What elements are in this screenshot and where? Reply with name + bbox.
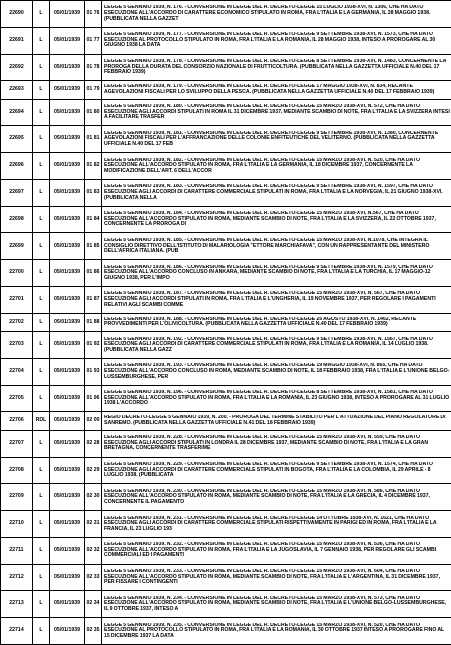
table-row bbox=[1, 233, 451, 260]
act-type-cell: L bbox=[33, 126, 50, 153]
act-type-cell: L bbox=[33, 81, 50, 99]
act-description-cell bbox=[102, 27, 451, 54]
act-type-cell: L bbox=[33, 206, 50, 233]
act-description-text: LEGGE 5 GENNAIO 1939, N. 185. - CONVERSIONE IN LEGGE DEL R. DECRETO-LEGGE 15 MARZO 1938-XVI, N.1078, CHE INTEGRA IL CONSIGLIO DIRETTIVO DELL'ISTITUTO DI MALARIOLOGIA "ETTORE MARCHIAFAVA", CON UN RAPPRESENTANTE DEL MINISTERO DELL'AFRICA ITALIANA. (PUB bbox=[104, 237, 430, 255]
page-ref-cell: 01 88 bbox=[85, 313, 102, 331]
record-number-cell: 22704 bbox=[1, 358, 33, 385]
record-number-cell: 22692 bbox=[1, 54, 33, 81]
act-type-cell: L bbox=[33, 179, 50, 206]
page-ref-cell: 01 85 bbox=[85, 233, 102, 260]
act-description-cell bbox=[102, 233, 451, 260]
act-type-cell: L bbox=[33, 313, 50, 331]
record-number-cell: 22707 bbox=[1, 430, 33, 457]
page-ref-cell: 01 86 bbox=[85, 260, 102, 287]
act-type-cell: L bbox=[33, 233, 50, 260]
act-description-cell bbox=[102, 618, 451, 645]
act-description-cell bbox=[102, 81, 451, 99]
table-row bbox=[1, 537, 451, 564]
act-date-cell: 05/01/1939 bbox=[50, 126, 85, 153]
page-ref-cell: 01 82 bbox=[85, 153, 102, 180]
page-ref-cell: 02 28 bbox=[85, 430, 102, 457]
record-number-cell: 22713 bbox=[1, 591, 33, 618]
act-date-cell: 05/01/1939 bbox=[50, 179, 85, 206]
act-description-text: LEGGE 5 GENNAIO 1939, N. 182. - CONVERSIONE IN LEGGE DEL R. DECRETO-LEGGE 15 MARZO 1938-XVI, N. 520, CHE HA DATO ESECUZIONE ALL'ACCORDO STIPULATO IN ROMA, FRA L'ITALIA E LA GERMANIA, IL 18 DICEMBRE 1937, CONCERNENTE LA MODIFICAZIONE DELL'ART. 6 DELL'ACCOR bbox=[104, 157, 420, 174]
record-number-cell: 22709 bbox=[1, 484, 33, 511]
act-date-cell: 05/01/1939 bbox=[50, 287, 85, 314]
act-type-cell: L bbox=[33, 287, 50, 314]
act-description-text: LEGGE 5 GENNAIO 1939, N. 187. - CONVERSIONE IN LEGGE DEL R. DECRETO-LEGGE 15 MARZO 1938-XVI, N. 567, CHE HA DATO ESECUZIONE AGLI ACCORDI STIPULATI IN ROMA, FRA L'ITALIA E L'UNGHERIA, IL 19 NOVEMBRE 1937, PER REGOLARE I PAGAMENTI RELATIVI AGLI SCAMBI COMME bbox=[104, 291, 436, 308]
table-row bbox=[1, 287, 451, 314]
record-number-cell: 22714 bbox=[1, 618, 33, 645]
page-ref-cell: 01 79 bbox=[85, 81, 102, 99]
act-description-text: LEGGE 5 GENNAIO 1939, N. 231. - CONVERSIONE IN LEGGE DEL R. DECRETO-LEGGE 14 OTTOBRE 1938-XVI, N. 1621, CHE HA DATO ESECUZIONE AGLI ACCORDI DI CARATTERE COMMERCIALE STIPULATI RISPETTIVAMENTE IN PARIGI ED IN ROMA, FRA L'ITALIA E LA FRANCIA, IL 23 LUGLIO 193 bbox=[104, 515, 437, 532]
act-date-cell: 05/01/1939 bbox=[50, 81, 85, 99]
act-description-text: LEGGE 5 GENNAIO 1939, N. 179. - CONVERSIONE IN LEGGE DEL R. DECRETO-LEGGE 17 MAGGIO 1938-XVI, N. 834, RECANTE AGEVOLAZIONI FISCALI PER LO SVILUPPO DELLA PESCA. (PUBBLICATA NELLA GAZZETTA UFFICIALE N.40 DEL 17 FEBBRAIO 1939) bbox=[104, 84, 435, 95]
act-type-cell: L bbox=[33, 537, 50, 564]
table-row bbox=[1, 27, 451, 54]
act-description-text: LEGGE 5 GENNAIO 1939, N. 234. - CONVERSIONE IN LEGGE DEL R. DECRETO-LEGGE 15 MARZO 1938-XVI, N. 573, CHE HA DATO ESECUZIONE ALL'ACCORDO STIPULATO IN ROMA, MEDIANTE SCAMBIO DI NOTE, FRA L'ITALIA E L'UNIONE BELGO-LUSSEMBURGHESE, IL 9 OTTOBRE 1937, INTESO A bbox=[104, 595, 447, 613]
table-row bbox=[1, 313, 451, 331]
act-description-text: LEGGE 5 GENNAIO 1939, N. 184. - CONVERSIONE IN LEGGE DEL R. DECRETO-LEGGE 15 MARZO 1938-XVI, N.567, CHE HA DATO ESECUZIONE ALL'ACCORDO STIPULATO IN ROMA, MEDIANTE SCAMBIO DI NOTE, FRA L'ITALIA E LA SVIZZERA, IL 22 OTTOBRE 1937, CONCERNENTE LA PROROGA DI bbox=[104, 211, 436, 228]
page-ref-cell: 01 78 bbox=[85, 54, 102, 81]
page-ref-cell: 01 80 bbox=[85, 99, 102, 126]
act-type-cell: L bbox=[33, 457, 50, 484]
page-ref-cell: 01 76 bbox=[85, 1, 102, 28]
act-description-cell bbox=[102, 537, 451, 564]
record-number-cell: 22695 bbox=[1, 126, 33, 153]
act-date-cell: 05/01/1939 bbox=[50, 153, 85, 180]
page-ref-cell: 02 31 bbox=[85, 511, 102, 538]
act-description-cell bbox=[102, 385, 451, 412]
page-ref-cell: 02 30 bbox=[85, 484, 102, 511]
act-description-cell bbox=[102, 457, 451, 484]
act-date-cell: 05/01/1939 bbox=[50, 430, 85, 457]
page-ref-cell: 01 96 bbox=[85, 385, 102, 412]
record-number-cell: 22706 bbox=[1, 412, 33, 430]
act-description-text: LEGGE 5 GENNAIO 1939, N. 181. - CONVERSIONE IN LEGGE DEL R. DECRETO-LEGGE 9 SETTEMBRE 1938-XVI, N. 1380, CONCERNENTE AGEVOLAZIONI FISCALI PER L'AFFRANCAZIONE DELLE COLONIE ENFITEUTICHE DEL VELITERNO. (PUBBLICATA NELLA GAZZETTA UFFICIALE N.40 DEL 17 FEB bbox=[104, 130, 439, 148]
act-date-cell: 05/01/1939 bbox=[50, 618, 85, 645]
act-description-text: LEGGE 5 GENNAIO 1939, N. 193. - CONVERSIONE IN LEGGE DEL R. DECRETO-LEGGE 19 MAGGIO 1938-XVI, N. 865, CHE HA DATO ESECUZIONE ALL'ACCORDO CONCLUSO IN ROMA, MEDIANTE SCAMBIO DI NOTE, IL 18 FEBBRAIO 1938, FRA L'ITALIA E L'UNIONE BELGO-LUSSEMBURGHESE, PER bbox=[104, 363, 450, 380]
act-description-cell bbox=[102, 332, 451, 359]
record-number-cell: 22712 bbox=[1, 564, 33, 591]
act-date-cell: 05/01/1939 bbox=[50, 54, 85, 81]
act-type-cell: L bbox=[33, 99, 50, 126]
page-ref-cell: 02 34 bbox=[85, 591, 102, 618]
act-description-text: LEGGE 5 GENNAIO 1939, N. 230. - CONVERSIONE IN LEGGE DEL R. DECRETO-LEGGE 15 MARZO 1938-XVI, N. 586, CHE HA DATO ESECUZIONE ALL'ACCORDO STIPULATO IN ROMA, MEDIANTE SCAMBIO DI NOTE, FRA L'ITALIA E LA GRECIA, IL 4 DICEMBRE 1937, CONCERNENTE IL PAGAMENTO bbox=[104, 488, 430, 505]
table-row bbox=[1, 564, 451, 591]
act-date-cell: 05/01/1939 bbox=[50, 484, 85, 511]
table-row bbox=[1, 385, 451, 412]
record-number-cell: 22694 bbox=[1, 99, 33, 126]
act-description-text: LEGGE 5 GENNAIO 1939, N. 232. - CONVERSIONE IN LEGGE DEL R. DECRETO-LEGGE 15 MARZO 1938-XVI, N. 536, CHE HA DATO ESECUZIONE ALL'ACCORDO STIPULATO IN ROMA, FRA L'ITALIA E LA JUGOSLAVIA, IL 7 GENNAIO 1938, PER REGOLARE GLI SCAMBI COMMERCIALI ED I PAGAMENTI bbox=[104, 542, 437, 559]
act-date-cell: 05/01/1939 bbox=[50, 99, 85, 126]
table-row bbox=[1, 358, 451, 385]
page-ref-cell: 01 84 bbox=[85, 206, 102, 233]
act-description-text: LEGGE 5 GENNAIO 1939, N. 188. - CONVERSIONE IN LEGGE DEL R. DECRETO-LEGGE 25 AGOSTO 1938-XVI, N. 1462, RECANTE PROVVEDIMENTI PER L'OLIVICOLTURA. (PUBBLICATA NELLA GAZZETTA UFFICIALE N.40 DEL 17 FEBBRAIO 1939) bbox=[104, 316, 417, 328]
record-number-cell: 22693 bbox=[1, 81, 33, 99]
act-description-text: LEGGE 5 GENNAIO 1939, N. 180. - CONVERSIONE IN LEGGE DEL R. DECRETO-LEGGE 15 MARZO 1938-XVI, N. 572, CHE HA DATO ESECUZIONE AGLI ACCORDI STIPULATI IN ROMA IL 31 DICEMBRE 1937, MEDIANTE SCAMBIO DI NOTE, FRA L'ITALIA E LA SVIZZERA INTESI A FACILITARE TRASFER bbox=[104, 104, 450, 121]
act-description-cell bbox=[102, 511, 451, 538]
act-description-text: LEGGE 5 GENNAIO 1939, N. 176. - CONVERSIONE IN LEGGE DEL R. DECRETO-LEGGE 15 LUGLIO 1938-XVI, N. 1306, CHE HA DATO ESECUZIONE ALL'ACCORDO DI CARATTERE ECONOMICO STIPULATO IN ROMA, FRA L'ITALIA E LA GERMANIA, IL 28 MAGGIO 1938. (PUBBLICATA NELLA GAZZET bbox=[104, 5, 431, 22]
act-date-cell: 05/01/1939 bbox=[50, 233, 85, 260]
table-row bbox=[1, 511, 451, 538]
act-description-text: LEGGE 5 GENNAIO 1939, N. 186. - CONVERSIONE IN LEGGE DEL R. DECRETO-LEGGE 9 SETTEMBRE 1938-XVI, N. 1579, CHE HA DATO ESECUZIONE ALL'ACCORDO CONCLUSO IN ANKARA, MEDIANTE SCAMBIO DI NOTE, FRA L'ITALIA E LA TURCHIA, IL 17 MAGGIO-12 GIUGNO 1938, PER L'IMPO bbox=[104, 264, 433, 281]
record-number-cell: 22700 bbox=[1, 260, 33, 287]
act-description-cell bbox=[102, 54, 451, 81]
page-ref-cell: 02 35 bbox=[85, 618, 102, 645]
act-description-cell bbox=[102, 179, 451, 206]
act-description-text: REGIO DECRETO-LEGGE 5 GENNAIO 1939, N. 200. - PROROGA DEL TERMINE STABILITO PER L'ATTUAZIONE DEL PIANO REGOLATORE DI SANREMO. (PUBBLICATA NELLA GAZZETTA UFFICIALE N.41 DEL 18 FEBBRAIO 1939) bbox=[104, 415, 446, 427]
act-description-cell bbox=[102, 591, 451, 618]
act-type-cell: L bbox=[33, 27, 50, 54]
act-date-cell: 05/01/1939 bbox=[50, 358, 85, 385]
page-ref-cell: 02 00 bbox=[85, 412, 102, 430]
act-description-cell bbox=[102, 430, 451, 457]
record-number-cell: 22699 bbox=[1, 233, 33, 260]
table-row bbox=[1, 457, 451, 484]
table-row bbox=[1, 332, 451, 359]
record-number-cell: 22705 bbox=[1, 385, 33, 412]
act-date-cell: 05/01/1939 bbox=[50, 537, 85, 564]
act-date-cell: 05/01/1939 bbox=[50, 591, 85, 618]
page-ref-cell: 02 32 bbox=[85, 537, 102, 564]
act-description-cell bbox=[102, 484, 451, 511]
act-type-cell: L bbox=[33, 1, 50, 28]
act-description-text: LEGGE 5 GENNAIO 1939, N. 177. - CONVERSIONE IN LEGGE DEL R. DECRETO-LEGGE 9 SETTEMBRE 1938-XVI, N. 1573, CHE HA DATO ESECUZIONE AL PROTOCOLLO STIPULATO IN ROMA, FRA L'ITALIA E LA ROMANIA, IL 28 MAGGIO 1938, INTESO A PROROGARE AL 30 GIUGNO 1938 LA DATA bbox=[104, 32, 436, 49]
act-description-cell bbox=[102, 1, 451, 28]
act-description-cell bbox=[102, 206, 451, 233]
act-date-cell: 05/01/1939 bbox=[50, 332, 85, 359]
act-type-cell: L bbox=[33, 591, 50, 618]
act-date-cell: 05/01/1939 bbox=[50, 206, 85, 233]
act-date-cell: 05/01/1939 bbox=[50, 564, 85, 591]
act-type-cell: L bbox=[33, 511, 50, 538]
page-ref-cell: 02 33 bbox=[85, 564, 102, 591]
act-description-cell bbox=[102, 358, 451, 385]
page-ref-cell: 01 93 bbox=[85, 358, 102, 385]
act-date-cell: 05/01/1939 bbox=[50, 260, 85, 287]
record-number-cell: 22690 bbox=[1, 1, 33, 28]
act-type-cell: L bbox=[33, 385, 50, 412]
record-number-cell: 22708 bbox=[1, 457, 33, 484]
act-type-cell: L bbox=[33, 430, 50, 457]
act-description-cell bbox=[102, 153, 451, 180]
record-number-cell: 22696 bbox=[1, 153, 33, 180]
act-description-cell bbox=[102, 287, 451, 314]
table-row bbox=[1, 81, 451, 99]
act-type-cell: RDL bbox=[33, 412, 50, 430]
act-date-cell: 05/01/1939 bbox=[50, 313, 85, 331]
act-date-cell: 05/01/1939 bbox=[50, 511, 85, 538]
page-ref-cell: 01 77 bbox=[85, 27, 102, 54]
act-description-cell bbox=[102, 412, 451, 430]
act-description-cell bbox=[102, 126, 451, 153]
table-row bbox=[1, 99, 451, 126]
table-row bbox=[1, 54, 451, 81]
table-row bbox=[1, 412, 451, 430]
act-date-cell: 05/01/1939 bbox=[50, 385, 85, 412]
act-date-cell: 05/01/1939 bbox=[50, 457, 85, 484]
act-description-cell bbox=[102, 260, 451, 287]
act-description-text: LEGGE 5 GENNAIO 1939, N. 192. - CONVERSIONE IN LEGGE DEL R. DECRETO-LEGGE 9 SETTEMBRE 1938-XVI, N. 1567, CHE HA DATO ESECUZIONE AGLI ACCORDI DI CARATTERE COMMERCIALE STIPULATI IN ROMA, FRA L'ITALIA E LA ROMANIA, IL 14 LUGLIO 1938. (PUBBLICATA NELLA GAZZ bbox=[104, 336, 433, 353]
act-description-text: LEGGE 5 GENNAIO 1939, N. 183. - CONVERSIONE IN LEGGE DEL R. DECRETO-LEGGE 9 SETTEMBRE 1938-XVI, N. 1597, CHE HA DATO ESECUZIONE AGLI ACCORDI DI CARATTERE COMMERCIALE STIPULATI IN ROMA, FRA L'ITALIA E LA NORVEGIA, IL 21 GIUGNO 1938-XVI. (PUBBLICATA NELLA bbox=[104, 184, 443, 201]
table-row bbox=[1, 484, 451, 511]
act-date-cell: 05/01/1939 bbox=[50, 27, 85, 54]
act-description-text: LEGGE 5 GENNAIO 1939, N. 178. - CONVERSIONE IN LEGGE DEL R. DECRETO-LEGGE 8 SETTEMBRE 1938-XVI, N. 1483, CONCERNENTE LA PROROGA DELLA DURATA DEL CONSORZIO NAZIONALE DI FRUTTICOLTURA. (PUBBLICATA NELLA GAZZETTA UFFICIALE N.40 DEL 17 FEBBRAIO 1939) bbox=[104, 59, 447, 76]
page-ref-cell: 01 81 bbox=[85, 126, 102, 153]
act-description-cell bbox=[102, 564, 451, 591]
table-row bbox=[1, 430, 451, 457]
act-type-cell: L bbox=[33, 484, 50, 511]
act-type-cell: L bbox=[33, 564, 50, 591]
act-description-text: LEGGE 5 GENNAIO 1939, N. 233. - CONVERSIONE IN LEGGE DEL R. DECRETO-LEGGE 15 MARZO 1938-XVI, N. 604, CHE HA DATO ESECUZIONE ALL'ACCORDO STIPULATO IN ROMA, MEDIANTE SCAMBIO DI NOTE, FRA L'ITALIA E L'ARGENTINA, IL 31 DICEMBRE 1937, PER FISSARE I CONTINGENTI bbox=[104, 569, 441, 586]
record-number-cell: 22711 bbox=[1, 537, 33, 564]
act-description-text: LEGGE 5 GENNAIO 1939, N. 228. - CONVERSIONE IN LEGGE DEL R. DECRETO-LEGGE 15 MARZO 1938-XVI, N. 559, CHE HA DATO ESECUZIONE AGLI ACCORDI STIPULATI IN LONDRA IL 28 DICEMBRE 1937, MEDIANTE SCAMBIO DI NOTE, FRA L'ITALIA E LA GRAN BRETAGNA, CONCERNENTE TRASFERIME bbox=[104, 435, 429, 452]
table-row bbox=[1, 591, 451, 618]
table-row bbox=[1, 179, 451, 206]
act-type-cell: L bbox=[33, 54, 50, 81]
record-number-cell: 22702 bbox=[1, 313, 33, 331]
page-ref-cell: 01 87 bbox=[85, 287, 102, 314]
page-ref-cell: 02 29 bbox=[85, 457, 102, 484]
table-row bbox=[1, 1, 451, 28]
record-number-cell: 22701 bbox=[1, 287, 33, 314]
record-number-cell: 22697 bbox=[1, 179, 33, 206]
act-type-cell: L bbox=[33, 358, 50, 385]
act-description-text: LEGGE 5 GENNAIO 1939, N. 235. - CONVERSIONE IN LEGGE DEL R. DECRETO-LEGGE 15 MARZO 1938-XVI, N. 520, CHE HA DATO ESECUZIONE AL PROTOCOLLO STIPULATO IN ROMA, FRA L'ITALIA E LA ROMANIA, IL 30 OTTOBRE 1937 INTESO A PROROGARE FINO AL 15 DICEMBRE 1937 LA DATA bbox=[104, 622, 445, 639]
act-description-cell bbox=[102, 313, 451, 331]
table-row bbox=[1, 206, 451, 233]
act-date-cell: 05/01/1939 bbox=[50, 1, 85, 28]
act-date-cell: 05/01/1939 bbox=[50, 412, 85, 430]
register-rows bbox=[1, 1, 451, 645]
record-number-cell: 22691 bbox=[1, 27, 33, 54]
act-type-cell: L bbox=[33, 260, 50, 287]
act-type-cell: L bbox=[33, 332, 50, 359]
record-number-cell: 22710 bbox=[1, 511, 33, 538]
table-row bbox=[1, 126, 451, 153]
record-number-cell: 22698 bbox=[1, 206, 33, 233]
record-number-cell: 22703 bbox=[1, 332, 33, 359]
table-row bbox=[1, 153, 451, 180]
act-type-cell: L bbox=[33, 618, 50, 645]
act-description-text: LEGGE 5 GENNAIO 1939, N. 196. - CONVERSIONE IN LEGGE DEL R. DECRETO-LEGGE 8 SETTEMBRE 1938-XVI, N. 1581, CHE HA DATO ESECUZIONE ALL'ACCORDO STIPULATO IN ROMA, FRA L'ITALIA E LA ROMANIA, IL 23 GIUGNO 1938, INTESO A PROROGARE AL 31 LUGLIO 1938 L'ACCORDO bbox=[104, 390, 450, 407]
act-description-text: LEGGE 5 GENNAIO 1939, N. 229. - CONVERSIONE IN LEGGE DEL R. DECRETO-LEGGE 9 SETTEMBRE 1938-XVI, N. 1574, CHE HA DATO ESECUZIONE AGLI ACCORDI DI CARATTERE COMMERCIALE STIPULATI IN BOGOTA, FRA L'ITALIA E LA COLOMBIA, IL 29 APRILE - 8 LUGLIO 1938. (PUBBLICATA bbox=[104, 462, 433, 479]
act-type-cell: L bbox=[33, 153, 50, 180]
page-ref-cell: 01 92 bbox=[85, 332, 102, 359]
page-ref-cell: 01 83 bbox=[85, 179, 102, 206]
act-description-cell bbox=[102, 99, 451, 126]
table-row bbox=[1, 618, 451, 645]
table-row bbox=[1, 260, 451, 287]
